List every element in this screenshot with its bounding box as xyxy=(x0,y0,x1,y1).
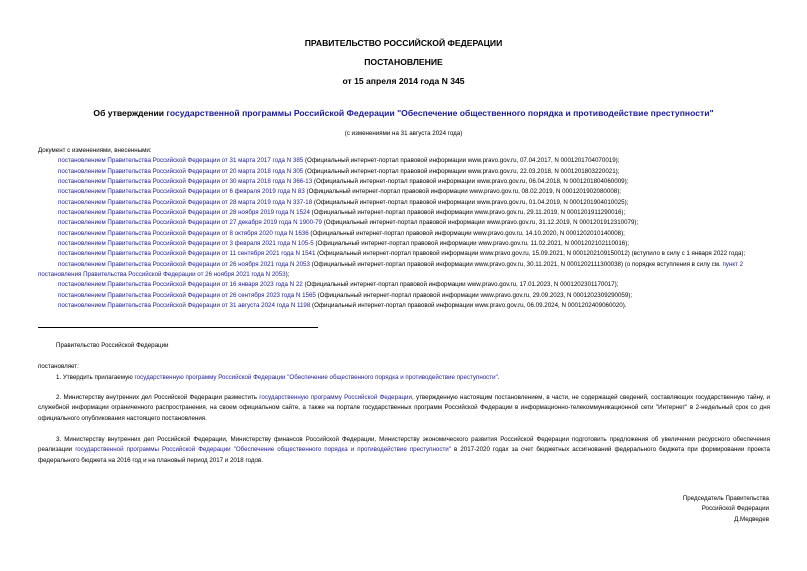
paragraph-3-text xyxy=(38,435,770,466)
document-type-heading: ПОСТАНОВЛЕНИЕ xyxy=(364,57,443,67)
change-item xyxy=(38,249,778,259)
decrees-label xyxy=(38,362,770,372)
paragraph-3-end: в 2017-2020 годах за счет бюджетных ассигнований федерального бюджета при формировании проекта федерального бюджета на 2016 год и на плановый период 2017 и 2018 годов. xyxy=(38,446,770,464)
government-text: Правительство Российской Федерации xyxy=(56,342,169,349)
paragraph-2-end: , утвержденную настоящим постановлением, в части, не содержащей сведений, составляющих государственную тайну, и служебной информации ограниченного распространения, на своем официальном сайте, а также на портале государственных программ Российской Федерации в информационно-телекоммуникационной сети "Интернет" в 2-недельный срок со дня официального опубликования настоящего постановления. xyxy=(38,394,770,422)
entry-into-force-link[interactable]: пункт 2 постановления Правительства Российской Федерации от 26 ноября 2021 года N 2053 xyxy=(38,260,744,279)
change-link[interactable]: постановлением Правительства Российской Федерации от 3 февраля 2021 года N 105-5 xyxy=(58,240,314,248)
change-link[interactable]: постановлением Правительства Российской Федерации от 8 октября 2020 года N 1636 xyxy=(58,229,309,237)
change-item xyxy=(38,291,778,301)
change-details: (Официальный интернет-портал правовой информации www.pravo.gov.ru, 15.09.2021, N 0001202109150012) (вступило в силу с 1 января 2022 года); xyxy=(315,250,746,258)
change-details: (Официальный интернет-портал правовой информации www.pravo.gov.ru, 06.04.2018, N 0001201804060009); xyxy=(312,178,629,186)
change-details: (Официальный интернет-портал правовой информации www.pravo.gov.ru, 08.02.2019, N 0001201902080008); xyxy=(304,188,621,196)
change-item xyxy=(38,177,778,187)
paragraph-2-start: 2. Министерству внутренних дел Российской Федерации разместить xyxy=(56,394,260,401)
change-details: (Официальный интернет-портал правовой информации www.pravo.gov.ru, 31.12.2019, N 0001201912310079); xyxy=(322,219,639,227)
edition-note: (с изменениями на 31 августа 2024 года) xyxy=(344,130,463,137)
signature-block xyxy=(683,494,769,525)
government-label xyxy=(38,341,770,351)
signature-title: Председатель Правительства xyxy=(682,495,769,502)
signature-name: Д.Медведев xyxy=(734,515,769,523)
change-item xyxy=(38,208,778,218)
change-link[interactable]: постановлением Правительства Российской Федерации от 6 февраля 2019 года N 83 xyxy=(58,188,305,196)
change-link[interactable]: постановлением Правительства Российской Федерации от 28 марта 2019 года N 337-18 xyxy=(58,198,313,206)
paragraph-2-text xyxy=(38,393,770,424)
change-link[interactable]: постановлением Правительства Российской Федерации от 30 марта 2018 года N 366-13 xyxy=(58,178,313,186)
change-item xyxy=(38,229,778,239)
program-link[interactable]: государственную программу Российской Федерации xyxy=(259,394,412,401)
change-details: (Официальный интернет-портал правовой информации www.pravo.gov.ru, 06.09.2024, N 0001202409060020). xyxy=(310,302,627,310)
change-details: (Официальный интернет-портал правовой информации www.pravo.gov.ru, 11.02.2021, N 0001202102110016); xyxy=(313,240,630,248)
change-details: (Официальный интернет-портал правовой информации www.pravo.gov.ru, 29.09.2023, N 0001202309290059); xyxy=(315,291,633,299)
change-details: (Официальный интернет-портал правовой информации www.pravo.gov.ru, 17.01.2023, N 0001202301170017); xyxy=(302,281,619,289)
changes-intro: Документ с изменениями, внесенными: xyxy=(38,147,152,154)
change-item xyxy=(38,156,778,166)
change-link[interactable]: постановлением Правительства Российской Федерации от 26 сентября 2023 года N 1565 xyxy=(58,291,316,299)
change-details: (Официальный интернет-портал правовой информации www.pravo.gov.ru, 01.04.2019, N 0001201904010025); xyxy=(312,198,629,206)
issuer-heading: ПРАВИТЕЛЬСТВО РОССИЙСКОЙ ФЕДЕРАЦИИ xyxy=(304,38,503,48)
date-number-heading: от 15 апреля 2014 года N 345 xyxy=(342,76,465,86)
change-details: (Официальный интернет-портал правовой информации www.pravo.gov.ru, 22.03.2018, N 0001201803220021); xyxy=(303,167,620,175)
change-details-end: ); xyxy=(285,271,290,279)
change-link[interactable]: постановлением Правительства Российской Федерации от 11 сентября 2021 года N 1541 xyxy=(58,250,316,258)
change-item xyxy=(38,187,778,197)
decrees-text: постановляет: xyxy=(38,363,79,370)
change-details: (Официальный интернет-портал правовой информации www.pravo.gov.ru, 30.11.2021, N 0001202111300038) (о порядке вступления в силу см. xyxy=(309,260,723,268)
change-item xyxy=(38,218,778,228)
separator-line xyxy=(38,327,318,328)
paragraph-1 xyxy=(38,373,770,383)
change-item xyxy=(38,198,778,208)
paragraph-1-end: . xyxy=(497,374,500,381)
change-details: (Официальный интернет-портал правовой информации www.pravo.gov.ru, 07.04.2017, N 0001201704070019); xyxy=(303,157,620,165)
paragraph-2 xyxy=(38,393,770,424)
change-item xyxy=(38,260,778,281)
paragraph-1-start: 1. Утвердить прилагаемую xyxy=(56,374,135,381)
change-link[interactable]: постановлением Правительства Российской Федерации от 26 ноября 2021 года N 2053 xyxy=(58,260,310,268)
program-link[interactable]: государственной программы Российской Федерации "Обеспечение общественного порядка и противодействие преступности" xyxy=(75,446,451,454)
change-details: (Официальный интернет-портал правовой информации www.pravo.gov.ru, 29.11.2019, N 0001201911290016); xyxy=(309,209,626,217)
change-item xyxy=(38,280,778,290)
subject-program-link[interactable]: государственной программы Российской Федерации "Обеспечение общественного порядка и противодействие преступности" xyxy=(166,108,714,118)
program-link[interactable]: государственную программу Российской Федерации "Обеспечение общественного порядка и противодействие преступности" xyxy=(134,374,498,381)
change-item xyxy=(38,239,778,249)
signature-organization: Российской Федерации xyxy=(701,505,769,513)
change-link[interactable]: постановлением Правительства Российской Федерации от 31 марта 2017 года N 385 xyxy=(58,157,304,165)
paragraph-1-text xyxy=(38,373,770,383)
change-item xyxy=(38,167,778,177)
change-link[interactable]: постановлением Правительства Российской Федерации от 16 января 2023 года N 22 xyxy=(58,281,303,289)
change-link[interactable]: постановлением Правительства Российской Федерации от 27 декабря 2019 года N 1900-79 xyxy=(58,219,323,227)
change-link[interactable]: постановлением Правительства Российской Федерации от 20 марта 2018 года N 305 xyxy=(58,167,304,175)
paragraph-3-start: 3. Министерству внутренних дел Российской Федерации, Министерству финансов Российской Федерации, Министерству экономического развития Российской Федерации подготовить предложения об увеличении ресурсного обеспечения реализации xyxy=(38,436,770,454)
changes-list xyxy=(38,146,778,312)
change-details: (Официальный интернет-портал правовой информации www.pravo.gov.ru, 14.10.2020, N 0001202010140008); xyxy=(308,229,625,237)
document-subject xyxy=(0,108,807,118)
change-link[interactable]: постановлением Правительства Российской Федерации от 31 августа 2024 года N 1198 xyxy=(58,302,311,310)
paragraph-3 xyxy=(38,435,770,466)
change-link[interactable]: постановлением Правительства Российской Федерации от 28 ноября 2019 года N 1524 xyxy=(58,209,310,217)
subject-prefix: Об утверждении xyxy=(93,108,167,118)
change-item xyxy=(38,301,778,311)
